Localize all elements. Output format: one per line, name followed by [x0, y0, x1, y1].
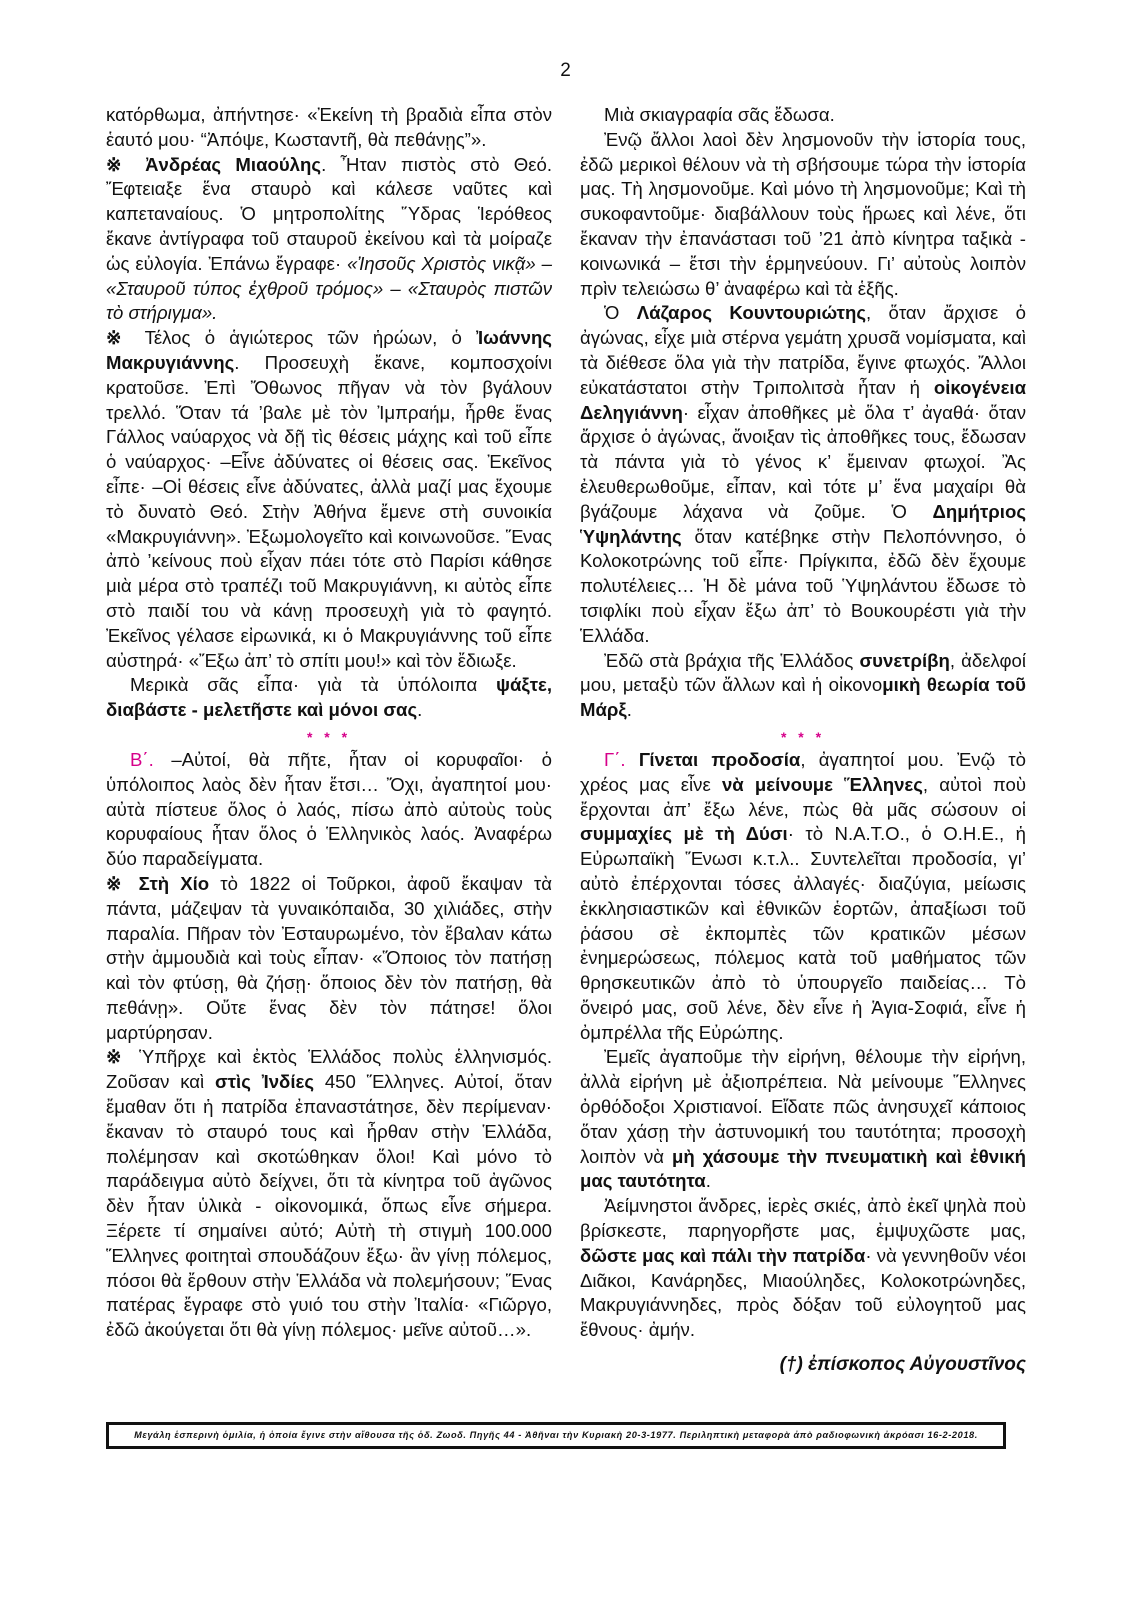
paragraph: Γ΄. Γίνεται προδοσία, ἀγαπητοί μου. Ἐνῷ τὸ χρέος μας εἶνε νὰ μείνουμε Ἕλληνες, αὐτοὶ ποὺ ἔρχονται ἀπ’ ἔξω λένε, πὼς θὰ μᾶς σώσουν οἱ συμμαχίες μὲ τὴ Δύσι· τὸ Ν.Α.Τ.Ο., ὁ Ο.Η.Ε., ἡ Εὐρωπαϊκὴ Ἕνωσι κ.τ.λ.. Συντελεῖται προδοσία, γι’ αὐτὸ ἐπέρχονται τόσες ἀλλαγές· διαζύγια, μείωσις ἐκκλησιαστικῶν καὶ ἐθνικῶν ἑορτῶν, ἀπαξίωσι τοῦ ῥάσου σὲ ἐκπομπὲς τῶν κρατικῶν μέσων ἐνημερώσεως, πόλεμος κατὰ τοῦ μαθήματος τῶν θρησκευτικῶν ἀπὸ τὸ ὑπουργεῖο παιδείας… Τὸ ὄνειρό μας, σοῦ λένε, δὲν εἶνε ἡ Ἁγια-Σοφιά, εἶνε ἡ ὀμπρέλλα τῆς Εὐρώπης. — [580, 748, 1026, 1043]
right-column — [580, 103, 1026, 1378]
paragraph: Ἐνῷ ἄλλοι λαοὶ δὲν λησμονοῦν τὴν ἱστορία τους, ἐδῶ μερικοὶ θέλουν νὰ τὴ σβήσουμε τώρα τὴν ἱστορία μας. Τὴ λησμονοῦμε. Καὶ μόνο τὴ λησμονοῦμε; Καὶ τὴ συκοφαντοῦμε· διαβάλλουν τοὺς ἥρωες καὶ λένε, ὅτι ἔκαναν τὴν ἐπανάστασι τοῦ ’21 ἀπὸ κίνητρα ταξικὰ - κοινωνικά – ἔτσι τὴν ἑρμηνεύουν. Γι’ αὐτοὺς λοιπὸν πρὶν τελειώσω θ’ ἀναφέρω καὶ τὰ ἑξῆς. — [580, 128, 1026, 299]
section-marker: Γ΄. — [604, 748, 626, 770]
paragraph: Ἀείμνηστοι ἄνδρες, ἱερὲς σκιές, ἀπὸ ἐκεῖ ψηλὰ ποὺ βρίσκεστε, παρηγορῆστε μας, ἐμψυχῶστε μας, δῶστε μας καὶ πάλι τὴν πατρίδα· νὰ γεννηθοῦν νέοι Διᾶκοι, Κανάρηδες, Μιαούληδες, Κολοκοτρώνηδες, Μακρυγιάννηδες, πρὸς δόξαν τοῦ εὐλογητοῦ μας ἔθνους· ἀμήν. — [580, 1195, 1027, 1341]
paragraph: Β΄. –Αὐτοί, θὰ πῆτε, ἦταν οἱ κορυφαῖοι· ὁ ὑπόλοιπος λαὸς δὲν ἦταν ἔτσι… Ὄχι, ἀγαπητοί μου· αὐτὰ πίστευε ὅλος ὁ λαός, πίσω ἀπὸ αὐτοὺς τοὺς κορυφαίους ἦταν ὅλος ὁ Ἑλληνικὸς λαός. Ἀναφέρω δύο παραδείγματα. — [106, 748, 552, 870]
footer-note: Μεγάλη ἑσπερινὴ ὁμιλία, ἡ ὁποία ἔγινε στὴν αἴθουσα τῆς ὁδ. Ζωοδ. Πηγῆς 44 - Ἀθῆναι τὴν Κυριακὴ 20-3-1977. Περιληπτικὴ μεταφορὰ ἀπὸ ραδιοφωνικὴ ἀκρόασι 16-2-2018. — [106, 1422, 1006, 1449]
paragraph: Ὁ Λάζαρος Κουντουριώτης, ὅταν ἄρχισε ὁ ἀγώνας, εἶχε μιὰ στέρνα γεμάτη χρυσᾶ νομίσματα, καὶ τὰ διέθεσε ὅλα γιὰ τὴν πατρίδα, ἔγινε φτωχός. Ἄλλοι εὐκατάστατοι στὴν Τριπολιτσὰ ἦταν ἡ οἰκογένεια Δεληγιάννη· εἶχαν ἀποθῆκες μὲ ὅλα τ’ ἀγαθά· ὅταν ἄρχισε ὁ ἀγώνας, ἄνοιξαν τὶς ἀποθῆκες τους, ἔδωσαν τὰ πάντα γιὰ τὸ γένος κ’ ἔμειναν φτωχοί. Ἂς ἐλευθερωθοῦμε, εἶπαν, καὶ τότε μ’ ἕνα μαχαίρι θὰ βγάζουμε λάχανα νὰ ζοῦμε. Ὁ Δημήτριος Ὑψηλάντης ὅταν κατέβηκε στὴν Πελοπόννησο, ὁ Κολοκοτρώνης τοῦ εἶπε· Πρίγκιπα, ἐδῶ δὲν ἔχουμε πολυτέλειες… Ἡ δὲ μάνα τοῦ Ὑψηλάντου ἔδωσε τὸ τσιφλίκι ποὺ εἶχαν ἔξω ἀπ’ τὸ Βουκουρέστι γιὰ τὴν Ἑλλάδα. — [580, 302, 1026, 646]
bullet-mark-icon: ※ — [106, 872, 128, 894]
paragraph: ※ Τέλος ὁ ἁγιώτερος τῶν ἡρώων, ὁ Ἰωάννης Μακρυγιάννης. Προσευχὴ ἔκανε, κομποσχοίνι κρατοῦσε. Ἐπὶ Ὄθωνος πῆγαν νὰ τὸν βγάλουν τρελλό. Ὅταν τά ’βαλε μὲ τὸν Ἰμπραήμ, ἦρθε ἕνας Γάλλος ναύαρχος νὰ δῇ τὶς θέσεις μάχης καὶ τοῦ εἶπε ὁ ναύαρχος· –Εἶνε ἀδύνατες οἱ θέσεις σας. Ἐκεῖνος εἶπε· –Οἱ θέσεις εἶνε ἀδύνατες, ἀλλὰ μαζί μας ἔχουμε τὸ δυνατὸ Θεό. Στὴν Ἀθήνα ἔμενε στὴ συνοικία «Μακρυγιάννη». Ἐξωμολογεῖτο καὶ κοινωνοῦσε. Ἕνας ἀπὸ ’κείνους ποὺ εἶχαν πάει τότε στὸ Παρίσι κάθησε μιὰ μέρα στὸ τραπέζι τοῦ Μακρυγιάννη, κι αὐτὸς εἶπε στὸ παιδί του νὰ κάνῃ προσευχὴ γιὰ τὸ φαγητό. Ἐκεῖνος γέλασε εἰρωνικά, κι ὁ Μακρυγιάννης τοῦ εἶπε αὐστηρά· «Ἔξω ἀπ’ τὸ σπίτι μου!» καὶ τὸν ἔδιωξε. — [106, 327, 552, 671]
paragraph: Ἐμεῖς ἀγαποῦμε τὴν εἰρήνη, θέλουμε τὴν εἰρήνη, ἀλλὰ εἰρήνη μὲ ἀξιοπρέπεια. Νὰ μείνουμε Ἕλληνες ὀρθόδοξοι Χριστιανοί. Εἴδατε πῶς ἀνησυχεῖ κάποιος ὅταν χάσῃ τὴν ἀστυνομική του ταυτότητα; προσοχὴ λοιπὸν νὰ μὴ χάσουμε τὴν πνευματικὴ καὶ ἐθνική μας ταυτότητα. — [580, 1046, 1026, 1192]
paragraph: ※ Στὴ Χίο τὸ 1822 οἱ Τοῦρκοι, ἀφοῦ ἔκαψαν τὰ πάντα, μάζεψαν τὰ γυναικόπαιδα, 30 χιλιάδες, στὴν παραλία. Πῆραν τὸν Ἐσταυρωμένο, τὸν ἔβαλαν κάτω στὴν ἀμμουδιὰ καὶ τοὺς εἶπαν· «Ὅποιος τὸν πατήσῃ καὶ τὸν φτύσῃ, θὰ ζήσῃ· ὅποιος δὲν τὸν πατήσῃ, θὰ πεθάνῃ». Οὔτε ἕνας δὲν τὸν πάτησε! ὅλοι μαρτύρησαν. — [106, 872, 552, 1043]
paragraph: Μερικὰ σᾶς εἶπα· γιὰ τὰ ὑπόλοιπα ψάξτε, διαβάστε - μελετῆστε καὶ μόνοι σας. — [106, 674, 552, 721]
bullet-mark-icon: ※ — [106, 327, 131, 349]
left-column — [106, 103, 552, 1343]
section-divider: * * * — [306, 728, 352, 745]
paragraph: Ἐδῶ στὰ βράχια τῆς Ἑλλάδος συνετρίβη, ἀδελφοί μου, μεταξὺ τῶν ἄλλων καὶ ἡ οἰκονομικὴ θεωρία τοῦ Μάρξ. — [580, 649, 1026, 721]
section-marker: Β΄. — [130, 748, 154, 770]
bullet-mark-icon: ※ — [106, 153, 131, 175]
paragraph: ※ Ἀνδρέας Μιαούλης. Ἦταν πιστὸς στὸ Θεό. Ἔφτειαξε ἕνα σταυρὸ καὶ κάλεσε ναῦτες καὶ καπεταναίους. Ὁ μητροπολίτης Ὕδρας Ἱερόθεος ἔκανε ἀντίγραφα τοῦ σταυροῦ ἐκείνου καὶ τὰ μοίραζε ὡς εὐλογία. Ἐπάνω ἔγραφε· «Ἰησοῦς Χριστὸς νικᾷ» – «Σταυροῦ τύπος ἐχθροῦ τρόμος» – «Σταυρὸς πιστῶν τὸ στήριγμα». — [106, 153, 552, 324]
paragraph: ※ Ὑπῆρχε καὶ ἐκτὸς Ἑλλάδος πολὺς ἑλληνισμός. Ζοῦσαν καὶ στὶς Ἰνδίες 450 Ἕλληνες. Αὐτοί, ὅταν ἔμαθαν ὅτι ἡ πατρίδα ἐπαναστάτησε, δὲν περίμεναν· ἔκαναν τὸ σταυρό τους καὶ ἦρθαν στὴν Ἑλλάδα, πολέμησαν καὶ σκοτώθηκαν ὅλοι! Καὶ μόνο τὸ παράδειγμα αὐτὸ δείχνει, ὅτι τὰ κίνητρα τοῦ ἀγῶνος δὲν ἦταν ὑλικὰ - οἰκονομικά, ὅπως εἶνε σήμερα. Ξέρετε τί σημαίνει αὐτό; Αὐτὴ τὴ στιγμὴ 100.000 Ἕλληνες φοιτηταὶ σπουδάζουν ἔξω· ἂν γίνῃ πόλεμος, πόσοι θὰ ἔρθουν στὴν Ἑλλάδα νὰ πολεμήσουν; Ἕνας πατέρας ἔγραφε στὸ γυιό του στὴν Ἰταλία· «Γιῶργο, ἐδῶ ἀκούγεται ὅτι θὰ γίνῃ πόλεμος· μεῖνε αὐτοῦ…». — [106, 1046, 552, 1341]
signature: (†) ἐπίσκοπος Αὐγουστῖνος — [779, 1354, 1026, 1376]
section-divider: * * * — [780, 728, 826, 745]
paragraph: Μιὰ σκιαγραφία σᾶς ἔδωσα. — [604, 104, 835, 125]
paragraph: κατόρθωμα, ἀπήντησε· «Ἐκείνη τὴ βραδιὰ εἶπα στὸν ἑαυτό μου· “Ἀπόψε, Κωσταντῆ, θὰ πεθάνῃς”». — [106, 104, 552, 150]
page-number: 2 — [560, 60, 571, 81]
bullet-mark-icon: ※ — [106, 1046, 128, 1068]
